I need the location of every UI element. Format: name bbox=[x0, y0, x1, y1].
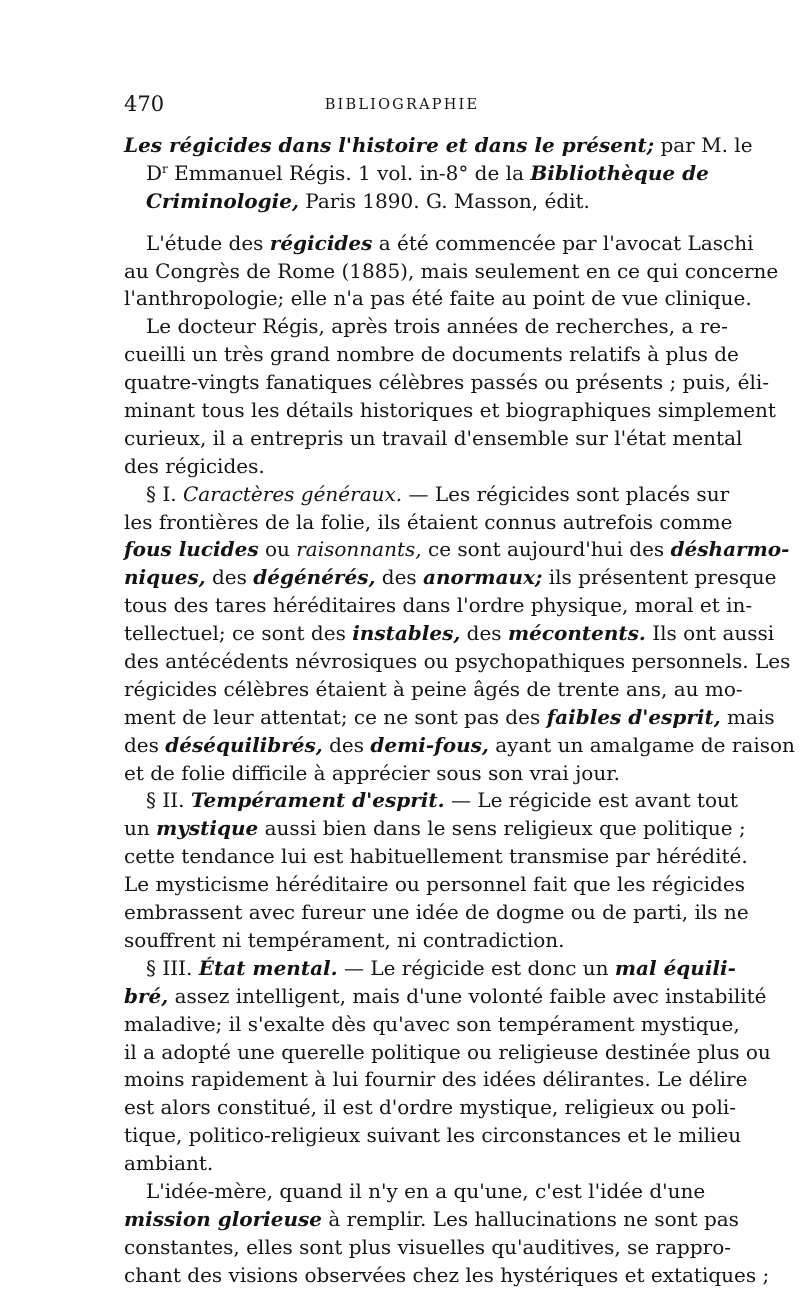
emphasis: instables, bbox=[352, 621, 461, 646]
text-run: — Le régicide est donc un bbox=[337, 955, 615, 980]
text-line bbox=[124, 732, 795, 760]
text-line: Le mysticisme héréditaire ou personnel fait que les régicides bbox=[124, 872, 745, 897]
text-run: a été commencée par l'avocat Laschi bbox=[372, 230, 754, 255]
emphasis: anormaux; bbox=[423, 565, 543, 590]
page-body bbox=[124, 132, 795, 1290]
text-run: un bbox=[124, 816, 157, 841]
section-heading-line bbox=[124, 481, 730, 509]
text-run: tellectuel; ce sont des bbox=[124, 621, 353, 646]
section-title: Caractères généraux. bbox=[182, 481, 403, 506]
page-number: 470 bbox=[124, 92, 165, 116]
text-line: constantes, elles sont plus visuelles qu'auditives, se rappro- bbox=[124, 1234, 732, 1259]
text-line: quatre-vingts fanatiques célèbres passés ou présents ; puis, éli- bbox=[124, 370, 769, 395]
text-line: tous des tares héréditaires dans l'ordre physique, moral et in- bbox=[124, 593, 753, 618]
section-title: État mental. bbox=[198, 955, 338, 980]
text-line: moins rapidement à lui fournir des idées délirantes. Le délire bbox=[124, 1067, 748, 1092]
text-run: ils présentent presque bbox=[542, 565, 777, 590]
citation-author-sup: r bbox=[162, 161, 168, 176]
text-run: à remplir. Les hallucinations ne sont pas bbox=[322, 1206, 739, 1231]
emphasis: désharmo- bbox=[670, 537, 790, 562]
emphasis: déséquilibrés, bbox=[165, 732, 323, 757]
text-line: l'anthropologie; elle n'a pas été faite au point de vue clinique. bbox=[124, 286, 752, 311]
text-run: Ils ont aussi bbox=[645, 621, 775, 646]
text-line: cueilli un très grand nombre de documents relatifs à plus de bbox=[124, 342, 739, 367]
emphasis: mécontents. bbox=[507, 621, 646, 646]
emphasis: niques, bbox=[124, 565, 206, 590]
emphasis: mission glorieuse bbox=[124, 1206, 323, 1231]
emphasis: mal équili- bbox=[614, 955, 736, 980]
citation-publisher: Paris 1890. G. Masson, édit. bbox=[298, 188, 590, 213]
text-line bbox=[124, 564, 777, 592]
text-line: souffrent ni tempérament, ni contradiction. bbox=[124, 927, 565, 952]
text-run: des bbox=[124, 732, 166, 757]
text-line: L'idée-mère, quand il n'y en a qu'une, c'est l'idée d'une bbox=[146, 1178, 706, 1203]
text-run: mais bbox=[720, 704, 775, 729]
text-run: aussi bien dans le sens religieux que politique ; bbox=[258, 816, 746, 841]
emphasis: régicides bbox=[269, 230, 373, 255]
text-run: ayant un amalgame de raison bbox=[488, 732, 795, 757]
emphasis: fous lucides bbox=[124, 537, 259, 562]
text-line bbox=[124, 230, 754, 258]
text-line: minant tous les détails historiques et biographiques simplement bbox=[124, 398, 776, 423]
section-number: § II. bbox=[146, 788, 191, 813]
citation-line bbox=[124, 188, 680, 216]
citation-author: Emmanuel Régis. 1 vol. in-8° de la bbox=[167, 160, 531, 185]
text-line bbox=[124, 704, 775, 732]
emphasis: mystique bbox=[156, 816, 259, 841]
text-run: — Les régicides sont placés sur bbox=[402, 481, 730, 506]
text-line: cette tendance lui est habituellement transmise par hérédité. bbox=[124, 844, 748, 869]
text-line bbox=[124, 815, 746, 843]
text-run: des bbox=[322, 732, 371, 757]
citation-title: Les régicides dans l'histoire et dans le présent; bbox=[124, 133, 655, 157]
text-line bbox=[124, 983, 767, 1011]
section-heading-line bbox=[124, 787, 738, 815]
citation-series-end: Criminologie, bbox=[146, 188, 299, 213]
text-line: tique, politico-religieux suivant les circonstances et le milieu bbox=[124, 1123, 742, 1148]
emphasis: raisonnants, bbox=[296, 537, 422, 562]
text-line bbox=[124, 620, 775, 648]
page-header bbox=[124, 92, 680, 120]
text-line: maladive; il s'exalte dès qu'avec son tempérament mystique, bbox=[124, 1011, 740, 1036]
text-line: curieux, il a entrepris un travail d'ensemble sur l'état mental bbox=[124, 425, 743, 450]
text-line: est alors constitué, il est d'ordre mystique, religieux ou poli- bbox=[124, 1095, 737, 1120]
text-line: des antécédents névrosiques ou psychopathiques personnels. Les bbox=[124, 649, 791, 674]
text-line: et de folie difficile à apprécier sous son vrai jour. bbox=[124, 760, 620, 785]
emphasis: demi-fous, bbox=[370, 732, 489, 757]
text-line: des régicides. bbox=[124, 453, 265, 478]
section-number: § I. bbox=[146, 481, 183, 506]
text-run: ou bbox=[258, 537, 297, 562]
section-heading-line bbox=[124, 955, 736, 983]
text-line: il a adopté une querelle politique ou religieuse destinée plus ou bbox=[124, 1039, 771, 1064]
text-run: assez intelligent, mais d'une volonté faible avec instabilité bbox=[168, 983, 767, 1008]
text-line: embrassent avec fureur une idée de dogme ou de parti, ils ne bbox=[124, 900, 749, 925]
text-run: des bbox=[460, 621, 508, 646]
emphasis: dégénérés, bbox=[253, 565, 376, 590]
text-line: régicides célèbres étaient à peine âgés de trente ans, au mo- bbox=[124, 676, 743, 701]
emphasis: faibles d'esprit, bbox=[546, 704, 721, 729]
text-run: des bbox=[205, 565, 254, 590]
emphasis: bré, bbox=[124, 983, 169, 1008]
text-line: les frontières de la folie, ils étaient connus autrefois comme bbox=[124, 509, 733, 534]
text-line: au Congrès de Rome (1885), mais seulement en ce qui concerne bbox=[124, 258, 779, 283]
text-run: L'étude des bbox=[146, 230, 270, 255]
running-head: BIBLIOGRAPHIE bbox=[324, 97, 480, 113]
section-number: § III. bbox=[146, 955, 199, 980]
citation-author-prefix: D bbox=[146, 160, 163, 185]
citation-series: Bibliothèque de bbox=[530, 160, 709, 185]
text-run: ce sont aujourd'hui des bbox=[421, 537, 671, 562]
text-line: Le docteur Régis, après trois années de recherches, a re- bbox=[146, 314, 728, 339]
text-run: — Le régicide est avant tout bbox=[444, 788, 738, 813]
citation-line bbox=[124, 160, 709, 188]
citation-by: par M. le bbox=[654, 133, 753, 157]
text-line bbox=[124, 536, 790, 564]
text-run: des bbox=[375, 565, 424, 590]
text-line: chant des visions observées chez les hystériques et extatiques ; bbox=[124, 1262, 770, 1287]
citation-line bbox=[124, 132, 753, 160]
section-title: Tempérament d'esprit. bbox=[190, 788, 445, 813]
text-line: ambiant. bbox=[124, 1151, 214, 1176]
text-run: ment de leur attentat; ce ne sont pas des bbox=[124, 704, 547, 729]
text-line bbox=[124, 1206, 739, 1234]
